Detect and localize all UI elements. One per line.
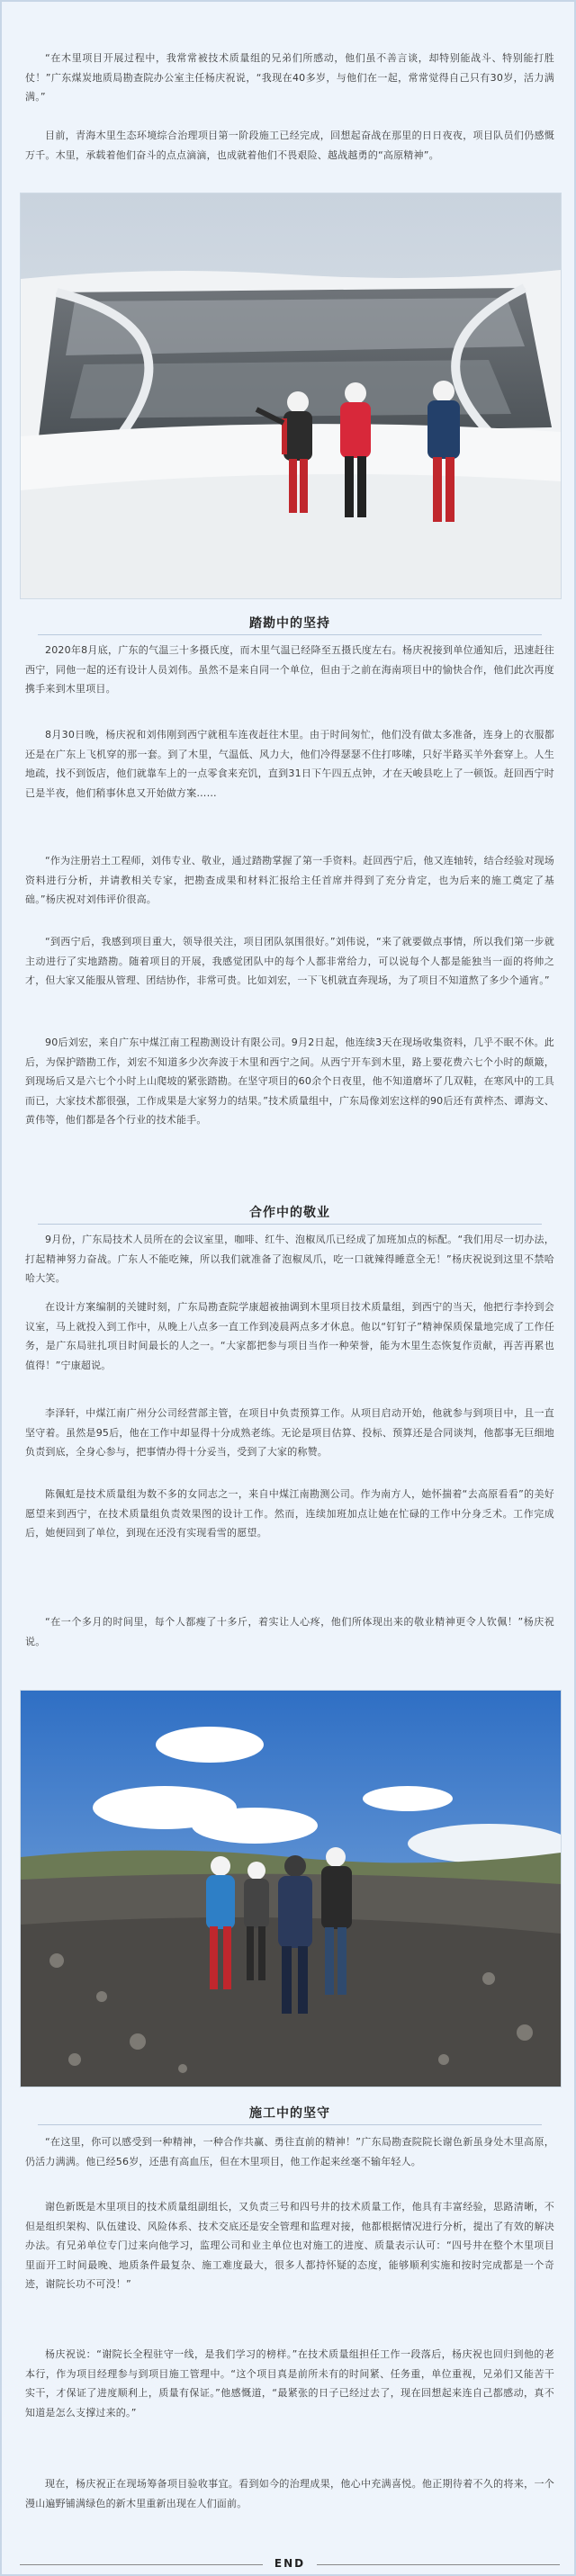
section-paragraph: “到西宁后，我感到项目重大，领导很关注，项目团队氛围很好。”刘伟说，“来了就要做点事情，所以我们第一步就主动进行了实地踏勘。随着项目的开展，我感觉团队中的每个人都非常给力，可以说每个人都是能独当一面的将帅之才，但大家又能服从管理、团结协作，非常可贵。比如刘宏，一下飞机就直奔现场，为了项目不知道熬了多少个通宵。” <box>25 936 554 986</box>
plateau-workers-photo <box>20 1690 562 2087</box>
end-line-right <box>317 2564 560 2565</box>
section-paragraph: “在这里，你可以感受到一种精神，一种合作共赢、勇往直前的精神！”广东局勘查院院长谢色新虽身处木里高原，仍活力满满。他已经56岁，还患有高血压，但在木里项目，他工作起来丝毫不输年轻人。 <box>25 2136 554 2168</box>
plateau-illustration <box>21 1691 561 2087</box>
section-title: 施工中的坚守 <box>249 2106 330 2121</box>
end-line-left <box>20 2564 263 2565</box>
section-paragraph: 8月30日晚，杨庆祝和刘伟刚到西宁就租车连夜赶往木里。由于时间匆忙，他们没有做太多准备，连身上的衣服都还是在广东上飞机穿的那一套。到了木里，气温低、风力大，他们冷得瑟瑟不住打哆嗦，只好半路买羊外套穿上。人生地疏，找不到饭店，他们就靠车上的一点零食来充饥，直到31日下午四五点钟，才在天峻县吃上了一顿饭。赶回西宁时已是半夜，他们稍事休息又开始做方案…… <box>25 729 554 799</box>
section-title: 踏勘中的坚持 <box>249 616 330 631</box>
section-title: 合作中的敬业 <box>249 1206 330 1220</box>
section-paragraph: 90后刘宏，来自广东中煤江南工程勘测设计有限公司。9月2日起，他连续3天在现场收集资料，几乎不眠不休。此后，为保护踏勘工作，刘宏不知道多少次奔波于木里和西宁之间。从西宁开车到木里，路上要花费六七个小时的颠簸，到现场后又是六七个小时上山爬坡的紧张踏勘。在坚守项目的60余个日夜里，他不知道磨坏了几双鞋，在寒风中的工具而已，大家技术都很强，工作成果是大家努力的结果。”技术质量组中，广东局像刘宏这样的90后还有黄梓杰、谭海文、黄伟等，他们都是各个行业的技术能手。 <box>25 1037 554 1126</box>
section-divider <box>38 634 542 635</box>
section-paragraph: 现在，杨庆祝正在现场筹备项目验收事宜。看到如今的治理成果，他心中充满喜悦。他正期待着不久的将来，一个漫山遍野铺满绿色的新木里重新出现在人们面前。 <box>25 2478 554 2509</box>
section-paragraph: 9月份，广东局技术人员所在的会议室里，咖啡、红牛、泡椒凤爪已经成了加班加点的标配。“我们用尽一切办法，打起精神努力奋战。广东人不能吃辣，所以我们就准备了泡椒凤爪，吃一口就辣得睡意全无！”杨庆祝说到这里不禁哈哈大笑。 <box>25 1234 554 1284</box>
section-paragraph: “作为注册岩土工程师，刘伟专业、敬业，通过踏勘掌握了第一手资料。赶回西宁后，他又连轴转，结合经验对现场资料进行分析，并请教相关专家，把勘查成果和材料汇报给主任首席并得到了充分肯定，也为后来的施工奠定了基础。”杨庆祝对刘伟评价很高。 <box>25 855 554 905</box>
end-text: END <box>274 2557 306 2570</box>
snowy-mine-photo <box>20 193 562 599</box>
section-paragraph: 杨庆祝说：“谢院长全程驻守一线，是我们学习的榜样。”在技术质量组担任工作一段落后，杨庆祝也回归到他的老本行，作为项目经理参与到项目施工管理中。“这个项目真是前所未有的时间紧、任务重，单位重视，兄弟们又能苦干实干，才保证了进度顺利上，质量有保证。”他感慨道，“最紧张的日子已经过去了，现在回想起来连自己都感动，真不知道是怎么支撑过来的。” <box>25 2348 554 2419</box>
intro-paragraph: 目前，青海木里生态环境综合治理项目第一阶段施工已经完成，回想起奋战在那里的日日夜夜，项目队员们仍感慨万千。木里，承载着他们奋斗的点点滴滴，也成就着他们不畏艰险、越战越勇的“高原精神”。 <box>25 130 554 161</box>
section-paragraph: 李泽轩，中煤江南广州分公司经营部主管，在项目中负责预算工作。从项目启动开始，他就参与到项目中，且一直坚守着。虽然是95后，他在工作中却显得十分成熟老练。无论是项目估算、投标、预算还是合同谈判，他都事无巨细地负责到底，全身心参与，把事情办得十分妥当，受到了大家的称赞。 <box>25 1407 554 1458</box>
intro-paragraph: “在木里项目开展过程中，我常常被技术质量组的兄弟们所感动，他们虽不善言谈，却特别能战斗、特别能打胜仗！”广东煤炭地质局勘查院办公室主任杨庆祝说，“我现在40多岁，与他们在一起，常常觉得自己只有30岁，活力满满。” <box>25 52 554 103</box>
section-paragraph: 2020年8月底，广东的气温三十多摄氏度，而木里气温已经降至五摄氏度左右。杨庆祝接到单位通知后，迅速赶往西宁，同他一起的还有设计人员刘伟。虽然不是来自同一个单位，但由于之前在海南项目中的愉快合作，他们此次再度携手来到木里项目。 <box>25 644 554 695</box>
section-divider <box>38 1224 542 1225</box>
section-paragraph: “在一个多月的时间里，每个人都瘦了十多斤，着实让人心疼，他们所体现出来的敬业精神更令人钦佩！”杨庆祝说。 <box>25 1616 554 1647</box>
section-divider <box>38 2124 542 2125</box>
section-paragraph: 谢色新既是木里项目的技术质量组副组长，又负责三号和四号井的技术质量工作，他具有丰富经验，思路清晰，不但是组织架构、队伍建设、风险体系、技术交底还是安全管理和监理对接，他都根据情况进行分析，提出了有效的解决办法。有兄弟单位专门过来向他学习，监理公司和业主单位也对施工的进度、质量表示认可：“四号井在整个木里项目里面开工时间最晚、地质条件最复杂、施工难度最大，很多人都持怀疑的态度，能够顺利实施和按时完成都是一个奇迹，谢院长功不可没！” <box>25 2201 554 2290</box>
end-marker <box>2 2555 576 2573</box>
section-paragraph: 在设计方案编制的关键时刻，广东局勘查院学康超被抽调到木里项目技术质量组，到西宁的当天，他把行李拎到会议室，马上就投入到工作中，从晚上八点多一直工作到凌晨两点多才休息。他以“钉钉子”精神保质保量地完成了工作任务，是广东局驻扎项目时间最长的人之一。“大家都把参与项目当作一种荣誉，能为木里生态恢复作贡献，再苦再累也值得！”宁康超说。 <box>25 1301 554 1371</box>
snowy-mine-illustration <box>21 193 561 598</box>
section-paragraph: 陈佩虹是技术质量组为数不多的女同志之一，来自中煤江南勘测公司。作为南方人，她怀揣着“去高原看看”的美好愿望来到西宁，在技术质量组负责效果图的设计工作。然而，连续加班加点让她在忙碌的工作中分身乏术。工作完成后，她便回到了单位，到现在还没有实现看雪的愿望。 <box>25 1488 554 1539</box>
